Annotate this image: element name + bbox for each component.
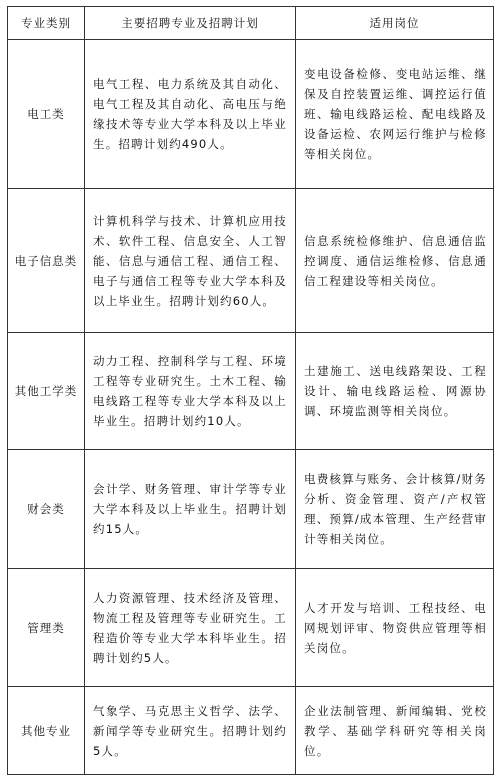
row-category: 其他专业: [8, 687, 85, 775]
table-row: [8, 450, 494, 569]
row-positions: 变电设备检修、变电站运维、继保及自控装置运维、调控运行值班、输电线路运检、配电线路及设备运检、农网运行维护与检修等相关岗位。: [296, 40, 494, 189]
row-majors: 人力资源管理、技术经济及管理、物流工程及管理等专业研究生。工程造价等专业大学本科毕业生。招聘计划约5人。: [85, 569, 296, 687]
table-row: [8, 333, 494, 450]
row-category: 其他工学类: [8, 333, 85, 450]
recruitment-table: [7, 6, 494, 775]
row-category: 电子信息类: [8, 189, 85, 333]
row-positions: 企业法制管理、新闻编辑、党校教学、基础学科研究等相关岗位。: [296, 687, 494, 775]
table-header-row: [8, 7, 494, 40]
header-majors: 主要招聘专业及招聘计划: [85, 7, 296, 40]
row-majors: 电气工程、电力系统及其自动化、电气工程及其自动化、高电压与绝缘技术等专业大学本科及以上毕业生。招聘计划约490人。: [85, 40, 296, 189]
row-positions: 信息系统检修维护、信息通信监控调度、通信运维检修、信息通信工程建设等相关岗位。: [296, 189, 494, 333]
row-majors: 气象学、马克思主义哲学、法学、新闻学等专业研究生。招聘计划约5人。: [85, 687, 296, 775]
row-positions: 人才开发与培训、工程技经、电网规划评审、物资供应管理等相关岗位。: [296, 569, 494, 687]
row-majors: 动力工程、控制科学与工程、环境工程等专业研究生。土木工程、输电线路工程等专业大学本科及以上毕业生。招聘计划约10人。: [85, 333, 296, 450]
row-positions: 土建施工、送电线路架设、工程设计、输电线路运检、网源协调、环境监测等相关岗位。: [296, 333, 494, 450]
row-majors: 计算机科学与技术、计算机应用技术、软件工程、信息安全、人工智能、信息与通信工程、通信工程、电子与通信工程等专业大学本科及以上毕业生。招聘计划约60人。: [85, 189, 296, 333]
row-category: 管理类: [8, 569, 85, 687]
row-category: 财会类: [8, 450, 85, 569]
table-row: [8, 40, 494, 189]
table-row: [8, 687, 494, 775]
table-row: [8, 189, 494, 333]
row-majors: 会计学、财务管理、审计学等专业大学本科及以上毕业生。招聘计划约15人。: [85, 450, 296, 569]
table-row: [8, 569, 494, 687]
header-positions: 适用岗位: [296, 7, 494, 40]
header-category: 专业类别: [8, 7, 85, 40]
row-category: 电工类: [8, 40, 85, 189]
row-positions: 电费核算与账务、会计核算/财务分析、资金管理、资产/产权管理、预算/成本管理、生产经营审计等相关岗位。: [296, 450, 494, 569]
